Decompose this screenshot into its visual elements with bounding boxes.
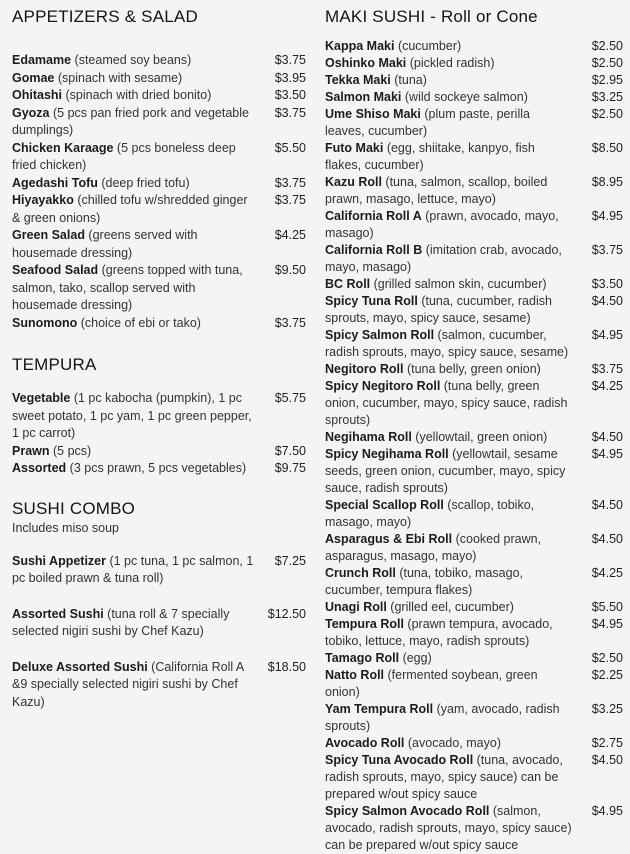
menu-item-text (325, 38, 579, 55)
menu-item-description: (spinach with sesame) (54, 70, 183, 85)
menu-item-text (325, 752, 579, 803)
menu-item (325, 174, 623, 208)
menu-item-text (12, 606, 262, 641)
tempura-list (12, 390, 306, 478)
menu-item-text (12, 175, 262, 193)
menu-item-text (12, 553, 262, 588)
menu-item-name: Spicy Negitoro Roll (325, 379, 441, 393)
menu-item-text (12, 460, 262, 478)
menu-item-text (12, 87, 262, 105)
menu-item-name: Negihama Roll (325, 430, 412, 444)
menu-item (325, 38, 623, 55)
menu-item-text (12, 192, 262, 227)
menu-item-description: (salmon, avocado, radish sprouts, mayo, spicy sauce) can be prepared w/out spicy sauce (325, 804, 572, 852)
menu-item-description: (greens served with housemade dressing) (12, 228, 198, 260)
menu-item-name: Gomae (12, 70, 55, 85)
menu-item-price: $4.50 (591, 294, 623, 308)
menu-item-description: (yam, avocado, radish sprouts) (325, 702, 560, 733)
menu-item-text (325, 735, 579, 752)
menu-item (12, 175, 306, 193)
menu-item-name: Asparagus & Ebi Roll (325, 532, 453, 546)
menu-item-name: California Roll B (325, 243, 423, 257)
menu-item-description: (cucumber) (394, 39, 462, 53)
menu-item-description: (spinach with dried bonito) (62, 88, 212, 102)
menu-item-price: $18.50 (267, 659, 306, 674)
menu-item-description: (tuna belly, green onion) (403, 362, 541, 376)
menu-item-name: Futo Maki (325, 141, 384, 155)
menu-item-text (12, 105, 262, 140)
menu-item-text (12, 227, 262, 262)
menu-item-text (325, 140, 579, 174)
menu-item-description: (tuna) (390, 73, 427, 87)
menu-item-price: $7.50 (274, 443, 306, 458)
menu-item-price: $8.50 (591, 141, 623, 155)
menu-item-description: (imitation crab, avocado, mayo, masago) (325, 243, 562, 274)
menu-item-name: Salmon Maki (325, 90, 402, 104)
menu-item (12, 227, 306, 262)
menu-item-text (12, 443, 262, 461)
menu-item (325, 650, 623, 667)
menu-item (325, 497, 623, 531)
menu-item-price: $4.95 (591, 328, 623, 342)
menu-item-text (12, 659, 262, 712)
menu-item-name: Seafood Salad (12, 263, 99, 277)
menu-item-name: Vegetable (12, 391, 71, 405)
menu-item-text (325, 701, 579, 735)
menu-item-text (325, 208, 579, 242)
menu-item-name: Spicy Tuna Avocado Roll (325, 753, 474, 767)
menu-item-price: $3.75 (591, 243, 623, 257)
menu-item-text (325, 497, 579, 531)
section-title-tempura: TEMPURA (12, 355, 97, 374)
menu-item (12, 262, 306, 315)
menu-item-price: $3.75 (274, 53, 306, 67)
menu-item-price: $12.50 (267, 606, 306, 621)
menu-item-text (325, 667, 579, 701)
menu-item-name: Crunch Roll (325, 566, 396, 580)
menu-item-description: (tuna roll & 7 specially selected nigiri sushi by Chef Kazu) (12, 606, 230, 638)
menu-item-description: (fermented soybean, green onion) (325, 668, 538, 699)
menu-item-name: Hiyayakko (12, 193, 74, 207)
menu-item-text (325, 55, 579, 72)
menu-item-description: (grilled eel, cucumber) (386, 600, 514, 614)
menu-item-text (12, 52, 262, 70)
menu-item-price: $3.25 (591, 702, 623, 716)
menu-item-description: (prawn tempura, avocado, tobiko, lettuce, mayo, radish sprouts) (325, 617, 553, 648)
menu-item (325, 429, 623, 446)
menu-item (12, 105, 306, 140)
menu-item-description: (1 pc kabocha (pumpkin), 1 pc sweet potato, 1 pc yam, 1 pc green pepper, 1 pc carrot) (12, 391, 252, 440)
menu-item-description: (tuna, tobiko, masago, cucumber, tempura flakes) (325, 566, 523, 597)
menu-item (325, 327, 623, 361)
menu-item-name: Oshinko Maki (325, 56, 407, 70)
appetizers-list (12, 52, 306, 332)
menu-item-text (325, 650, 579, 667)
menu-item-name: Gyoza (12, 105, 50, 120)
menu-item-price: $2.25 (591, 668, 623, 682)
menu-item (325, 293, 623, 327)
menu-item-name: Deluxe Assorted Sushi (12, 659, 148, 674)
menu-item-name: Edamame (12, 53, 72, 67)
menu-item-description: (chilled tofu w/shredded ginger & green onions) (12, 193, 248, 225)
menu-item-text (325, 599, 579, 616)
menu-item-name: Assorted (12, 461, 67, 475)
menu-item (325, 446, 623, 497)
menu-item-price: $9.50 (274, 263, 306, 277)
menu-item-price: $4.25 (591, 566, 623, 580)
menu-item-text (12, 262, 262, 315)
menu-item-price: $3.75 (591, 362, 623, 376)
menu-item-name: Agedashi Tofu (12, 175, 98, 190)
menu-item-price: $4.25 (274, 228, 306, 242)
menu-item (325, 208, 623, 242)
menu-item-description: (California Roll A &9 specially selected nigiri sushi by Chef Kazu) (12, 659, 244, 709)
menu-item-description: (5 pcs pan fried pork and vegetable dumplings) (12, 105, 249, 137)
menu-item-text (325, 242, 579, 276)
menu-item (325, 701, 623, 735)
menu-item (325, 803, 623, 854)
menu-item-text (12, 140, 262, 175)
menu-item (12, 70, 306, 88)
menu-item-name: Kazu Roll (325, 175, 382, 189)
menu-item (325, 667, 623, 701)
menu-item-description: (egg, shiitake, kanpyo, fish flakes, cucumber) (325, 141, 535, 172)
menu-item-description: (steamed soy beans) (71, 53, 192, 67)
menu-item-price: $3.95 (274, 70, 306, 85)
menu-item-name: Chicken Karaage (12, 140, 114, 155)
menu-item-description: (greens topped with tuna, salmon, tako, scallop served with housemade dressing) (12, 263, 243, 312)
menu-item-name: Negitoro Roll (325, 362, 404, 376)
menu-item (12, 315, 306, 333)
menu-item (12, 192, 306, 227)
menu-item (325, 378, 623, 429)
menu-item-text (12, 390, 262, 443)
menu-item-price: $4.50 (591, 532, 623, 546)
menu-item-price: $4.95 (591, 209, 623, 223)
menu-item-text (325, 446, 579, 497)
menu-item-name: Tamago Roll (325, 651, 400, 665)
menu-item-price: $4.50 (591, 498, 623, 512)
menu-item (325, 531, 623, 565)
menu-item-price: $9.75 (274, 461, 306, 475)
menu-item (325, 616, 623, 650)
menu-item-name: Spicy Salmon Roll (325, 328, 435, 342)
menu-item-price: $2.50 (591, 39, 623, 53)
menu-item (12, 52, 306, 70)
menu-item-name: Ume Shiso Maki (325, 107, 421, 121)
menu-item (12, 460, 306, 478)
menu-item-description: (prawn, avocado, mayo, masago) (325, 209, 559, 240)
menu-item-price: $4.95 (591, 447, 623, 461)
menu-item-text (12, 315, 262, 333)
sushi-combo-list (12, 553, 306, 712)
menu-item-description: (tuna belly, green onion, cucumber, mayo, spicy sauce, radish sprouts) (325, 379, 568, 427)
right-column (325, 6, 623, 854)
menu-item-text (325, 276, 579, 293)
menu-item-name: Ohitashi (12, 88, 63, 102)
menu-item-price: $3.75 (274, 315, 306, 330)
menu-item-price: $3.50 (274, 88, 306, 102)
menu-item-name: Kappa Maki (325, 39, 395, 53)
menu-item-name: Assorted Sushi (12, 606, 104, 621)
menu-item-price: $5.50 (591, 600, 623, 614)
menu-item-description: (1 pc tuna, 1 pc salmon, 1 pc boiled prawn & tuna roll) (12, 553, 254, 585)
menu-item (12, 606, 306, 641)
menu-item-text (325, 106, 579, 140)
menu-item-price: $7.25 (274, 553, 306, 568)
menu-item-name: Yam Tempura Roll (325, 702, 434, 716)
menu-item-text (325, 531, 579, 565)
menu-item-description: (yellowtail, green onion) (411, 430, 548, 444)
menu-item (12, 659, 306, 712)
menu-item (325, 276, 623, 293)
menu-item-name: Special Scallop Roll (325, 498, 444, 512)
menu-item-price: $4.25 (591, 379, 623, 393)
menu-item-description: (avocado, mayo) (404, 736, 501, 750)
menu-item-text (325, 327, 579, 361)
menu-item-description: (scallop, tobiko, masago, mayo) (325, 498, 535, 529)
menu-item-price: $3.50 (591, 277, 623, 291)
menu-item-text (325, 378, 579, 429)
menu-item-description: (cooked prawn, asparagus, masago, mayo) (325, 532, 542, 563)
menu-item-price: $2.50 (591, 107, 623, 121)
menu-item-description: (wild sockeye salmon) (401, 90, 528, 104)
menu-item-name: Spicy Tuna Roll (325, 294, 418, 308)
menu-item-description: (grilled salmon skin, cucumber) (370, 277, 547, 291)
menu-item-description: (tuna, avocado, radish sprouts, mayo, spicy sauce) can be prepared w/out spicy sauce (325, 753, 563, 801)
menu-item-price: $8.95 (591, 175, 623, 189)
menu-item-description: (deep fried tofu) (97, 175, 190, 190)
menu-item-name: Tempura Roll (325, 617, 404, 631)
menu-item-text (325, 429, 579, 446)
menu-item (325, 599, 623, 616)
menu-item (12, 390, 306, 443)
menu-item-price: $5.50 (274, 140, 306, 155)
section-title-sushi-combo: SUSHI COMBO (12, 498, 136, 518)
menu-item-name: Unagi Roll (325, 600, 387, 614)
left-column (12, 6, 306, 711)
menu-item-text (325, 293, 579, 327)
menu-item-price: $2.50 (591, 56, 623, 70)
menu-item-price: $2.75 (591, 736, 623, 750)
menu-item-description: (tuna, cucumber, radish sprouts, mayo, spicy sauce, sesame) (325, 294, 552, 325)
menu-item (325, 752, 623, 803)
menu-item-name: Spicy Salmon Avocado Roll (325, 804, 490, 818)
maki-list (325, 38, 623, 854)
menu-item-description: (choice of ebi or tako) (77, 315, 201, 330)
menu-item-name: California Roll A (325, 209, 422, 223)
menu-item-name: Tekka Maki (325, 73, 391, 87)
section-title-maki: MAKI SUSHI - Roll or Cone (325, 7, 538, 26)
menu-item (325, 106, 623, 140)
menu-item-name: Green Salad (12, 228, 85, 242)
menu-item-text (325, 72, 579, 89)
menu-item-price: $3.25 (591, 90, 623, 104)
menu-item-name: Sunomono (12, 315, 78, 330)
menu-item-price: $4.50 (591, 753, 623, 767)
menu-item (325, 72, 623, 89)
menu-item (12, 443, 306, 461)
menu-item-price: $5.75 (274, 391, 306, 405)
menu-item (325, 55, 623, 72)
menu-item-name: Spicy Negihama Roll (325, 447, 449, 461)
menu-item-name: Natto Roll (325, 668, 385, 682)
menu-item-description: (egg) (399, 651, 432, 665)
menu-item-text (325, 803, 579, 854)
menu-item-text (325, 361, 579, 378)
menu-item-text (325, 565, 579, 599)
section-title-appetizers: APPETIZERS & SALAD (12, 7, 198, 26)
menu-item-description: (yellowtail, sesame seeds, green onion, cucumber, mayo, spicy sauce, radish sprouts) (325, 447, 566, 495)
menu-item (12, 553, 306, 588)
menu-item-price: $2.95 (591, 73, 623, 87)
menu-item-description: (tuna, salmon, scallop, boiled prawn, masago, lettuce, mayo) (325, 175, 548, 206)
menu-item-price: $3.75 (274, 193, 306, 207)
menu-item (325, 735, 623, 752)
menu-item (325, 361, 623, 378)
menu-item (325, 565, 623, 599)
menu-item-description: (5 pcs) (49, 443, 92, 458)
sushi-combo-note: Includes miso soup (12, 520, 120, 535)
menu-item (325, 242, 623, 276)
menu-item-price: $4.50 (591, 430, 623, 444)
menu-item (325, 89, 623, 106)
menu-item-text (325, 89, 579, 106)
menu-item (325, 140, 623, 174)
menu-item-text (325, 174, 579, 208)
menu-item-price: $4.95 (591, 804, 623, 818)
menu-item (12, 87, 306, 105)
menu-item-description: (5 pcs boneless deep fried chicken) (12, 140, 236, 172)
menu-item-price: $3.75 (274, 105, 306, 120)
menu-item-price: $3.75 (274, 175, 306, 190)
menu-item-name: BC Roll (325, 277, 371, 291)
menu-item-description: (3 pcs prawn, 5 pcs vegetables) (66, 461, 247, 475)
menu-item-name: Avocado Roll (325, 736, 405, 750)
menu-item-description: (salmon, cucumber, radish sprouts, mayo, spicy sauce, sesame) (325, 328, 569, 359)
menu-item-text (12, 70, 262, 88)
menu-item-price: $2.50 (591, 651, 623, 665)
menu-item-description: (plum paste, perilla leaves, cucumber) (325, 107, 530, 138)
menu-item-description: (pickled radish) (406, 56, 495, 70)
menu-item-name: Sushi Appetizer (12, 553, 106, 568)
menu-item-text (325, 616, 579, 650)
menu-item (12, 140, 306, 175)
menu-item-price: $4.95 (591, 617, 623, 631)
menu-item-name: Prawn (12, 443, 50, 458)
